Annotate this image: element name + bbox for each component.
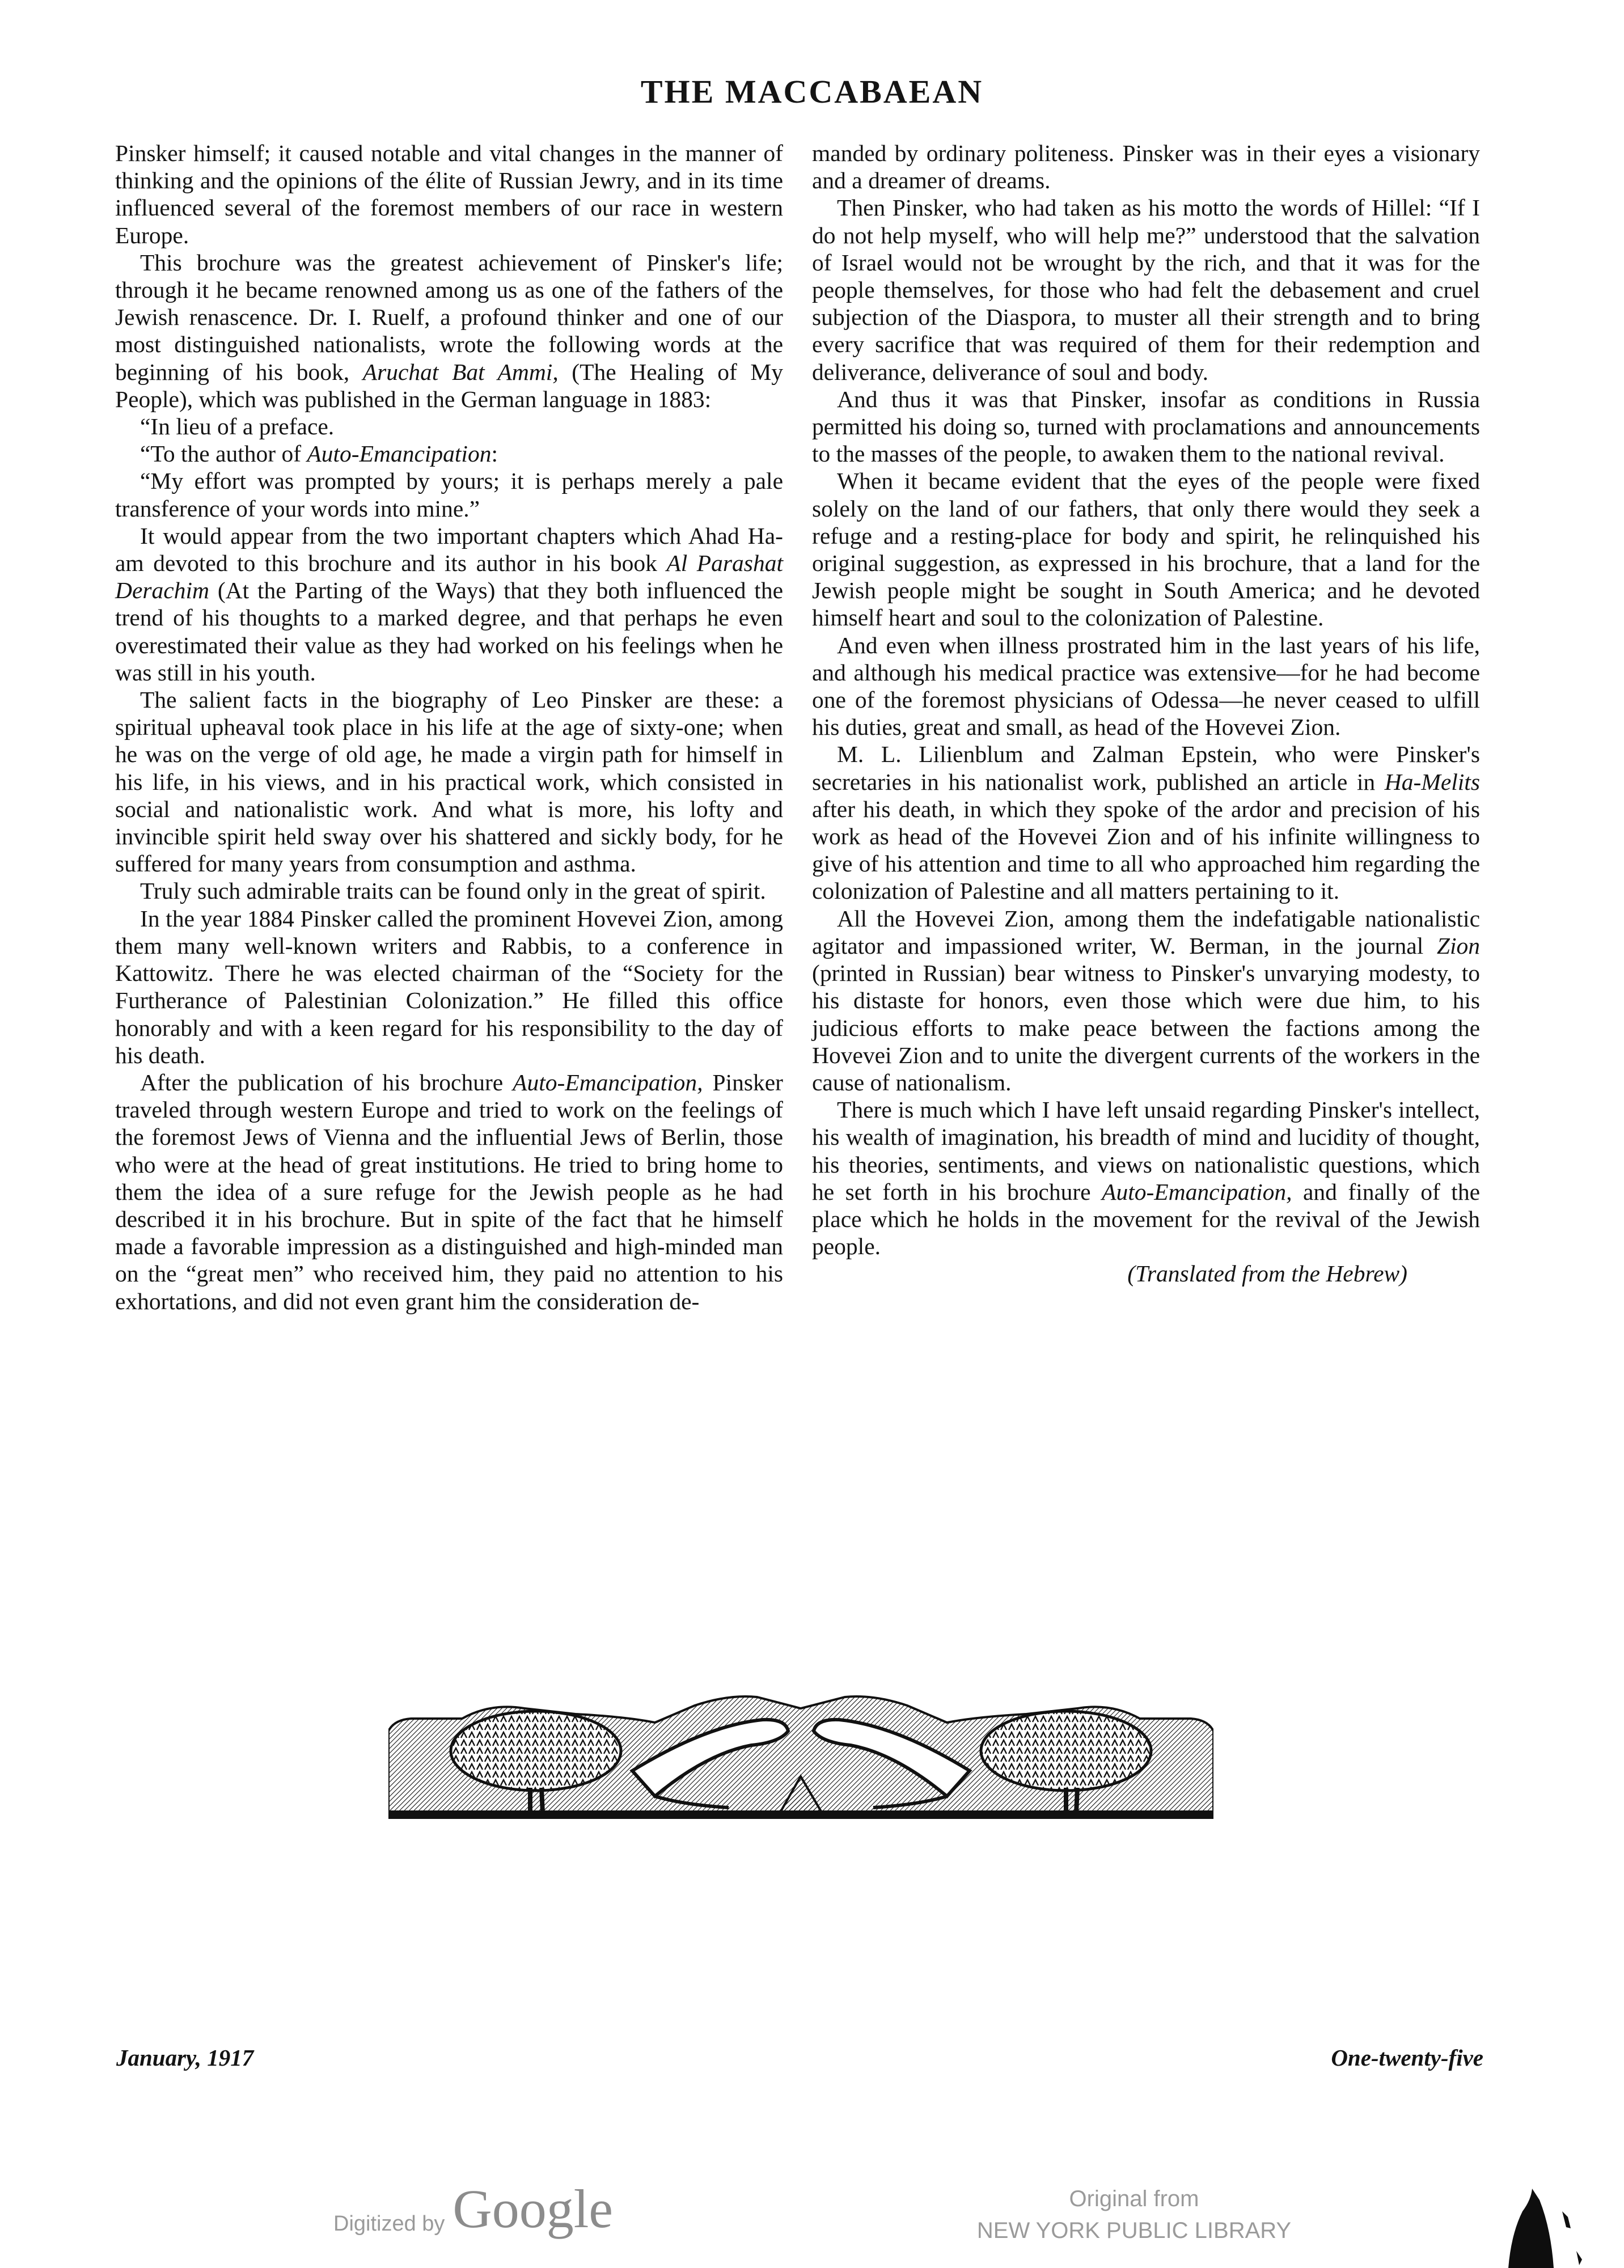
italic-title: Auto-Emancipation, [513,1069,703,1095]
text-run: It would appear from the two important chapters which Ahad Ha-am devoted to this brochure and its author in his book [115,522,783,577]
google-logo: Google [452,2178,614,2239]
italic-title: Zion [1436,932,1480,959]
text-run: : [491,441,498,467]
paragraph [812,1096,1480,1260]
text-run: M. L. Lilienblum and Zalman Epstein, who were Pinsker's secretaries in his nationalist work, published an article in [812,741,1480,795]
issue-date: January, 1917 [116,2045,254,2071]
text-run: (At the Parting of the Ways) that they both influenced the trend of his thoughts to a marked degree, and that perhaps he even overestimated their value as they had worked on his feelings when he was still in his youth. [115,577,783,686]
paragraph: “In lieu of a preface. [140,413,335,440]
italic-title: Aruchat Bat Ammi, [362,358,559,385]
paragraph [115,249,783,413]
page-number: One-twenty-five [1331,2045,1483,2071]
ornament-vignette-icon [388,1691,1213,1819]
original-from-label: Original from [1069,2186,1199,2211]
text-run: after his death, in which they spoke of the ardor and precision of his work as head of the Hovevei Zion and of his infinite willingness to give of his attention and time to all who approached him regarding the colonization of Palestine and all matters pertaining to it. [812,796,1480,904]
italic-title: Auto-Emancipation [307,441,492,467]
paragraph [115,522,783,686]
paragraph [115,440,783,467]
paragraph [812,905,1480,1096]
paragraph: manded by ordinary politeness. Pinsker was in their eyes a visionary and a dreamer of dreams. [812,140,1480,194]
text-run: Pinsker traveled through western Europe and tried to work on the feelings of the foremost Jews of Vienna and the influential Jews of Berlin, those who were at the head of great institutions. He tried to bring home to them the idea of a sure refuge for the Jewish people as he had described it in his brochure. But in spite of the fact that he himself made a favorable impression as a distinguished and high-minded man on the “great men” who received him, they paid no attention to his exhortations, and did not even grant him the consideration de- [115,1069,783,1314]
italic-title: Ha-Melits [1384,768,1480,795]
library-name: NEW YORK PUBLIC LIBRARY [976,2218,1292,2243]
paragraph: When it became evident that the eyes of the people were fixed solely on the land of our fathers, that only there would they seek a refuge and a resting-place for body and spirit, he relinquished his original suggestion, as expressed in his brochure, that a land for the Jewish people might be sought in South America; and he devoted himself heart and soul to the colonization of Palestine. [812,468,1480,631]
translation-credit: (Translated from the Hebrew) [1127,1260,1407,1287]
text-run: “To the author of [140,441,307,467]
paragraph: “My effort was prompted by yours; it is perhaps merely a pale transference of your words into mine.” [115,468,783,522]
paragraph [812,741,1480,904]
page-corner-scan-artifact-icon [1497,2166,1588,2268]
text-run: After the publication of his brochure [140,1069,513,1095]
paragraph: In the year 1884 Pinsker called the prominent Hovevei Zion, among them many well-known writers and Rabbis, to a conference in Kattowitz. There he was elected chairman of the “Society for the Furtherance of Palestinian Colonization.” He filled this office honorably and with a keen regard for his responsibility to the day of his death. [115,905,783,1068]
paragraph: The salient facts in the biography of Leo Pinsker are these: a spiritual upheaval took place in his life at the age of sixty-one; when he was on the verge of old age, he made a virgin path for himself in his life, in his views, and in his practical work, which consisted in social and nationalistic work. And what is more, his lofty and invincible spirit held sway over his shattered and sickly body, for he suffered for many years from consumption and asthma. [115,687,783,877]
text-run: This brochure was the greatest achievement of Pinsker's life; through it he became renowned among us as one of the fathers of the Jewish renascence. Dr. I. Ruelf, a profound thinker and one of our most distinguished nationalists, wrote the following words at the beginning of his book, [115,249,783,385]
text-run: All the Hovevei Zion, among them the indefatigable nationalistic agitator and impassioned writer, W. Berman, in the journal [812,905,1480,959]
digitized-by-watermark [333,2178,614,2239]
text-run: (printed in Russian) bear witness to Pinsker's unvarying modesty, to his distaste for honors, even those which were due him, to his judicious efforts to make peace between the factions among the Hovevei Zion and to unite the divergent currents of the workers in the cause of nationalism. [812,960,1480,1095]
paragraph [115,1069,783,1315]
digitized-by-label: Digitized by [333,2212,445,2236]
text-run: There is much which I have left unsaid regarding Pinsker's intellect, his wealth of imagination, his breadth of mind and lucidity of thought, his theories, sentiments, and views on nationalistic questions, which he set forth in his brochure [812,1097,1480,1205]
text-run: (The Healing of My People), which was published in the German language in 1883: [115,358,784,412]
italic-title: Auto-Emancipation, [1102,1178,1292,1205]
paragraph: Truly such admirable traits can be found only in the great of spirit. [140,878,766,904]
italic-title: Al Parashat Derachim [115,550,783,604]
page-title: THE MACCABAEAN [640,73,984,110]
left-column [115,139,783,1315]
paragraph: Then Pinsker, who had taken as his motto the words of Hillel: “If I do not help myself, who will help me?” understood that the salvation of Israel would not be wrought by the rich, and that it was for the people themselves, for those who had felt the debasement and cruel subjection of the Diaspora, to muster all their strength and to bring every sacrifice that was required of them for their redemption and deliverance, deliverance of soul and body. [812,194,1480,385]
original-from-watermark [958,2183,1310,2246]
text-run: and finally of the place which he holds in the movement for the revival of the Jewish people. [812,1178,1480,1260]
paragraph: And thus it was that Pinsker, insofar as conditions in Russia permitted his doing so, turned with proclamations and announcements to the masses of the people, to awaken them to the national revival. [812,386,1480,467]
right-column [812,139,1480,1288]
paragraph: Pinsker himself; it caused notable and vital changes in the manner of thinking and the opinions of the élite of Russian Jewry, and in its time influenced several of the foremost members of our race in western Europe. [115,140,783,248]
paragraph: And even when illness prostrated him in the last years of his life, and although his medical practice was extensive—for he had become one of the foremost physicians of Odessa—he never ceased to ulfill his duties, great and small, as head of the Hovevei Zion. [812,632,1480,741]
